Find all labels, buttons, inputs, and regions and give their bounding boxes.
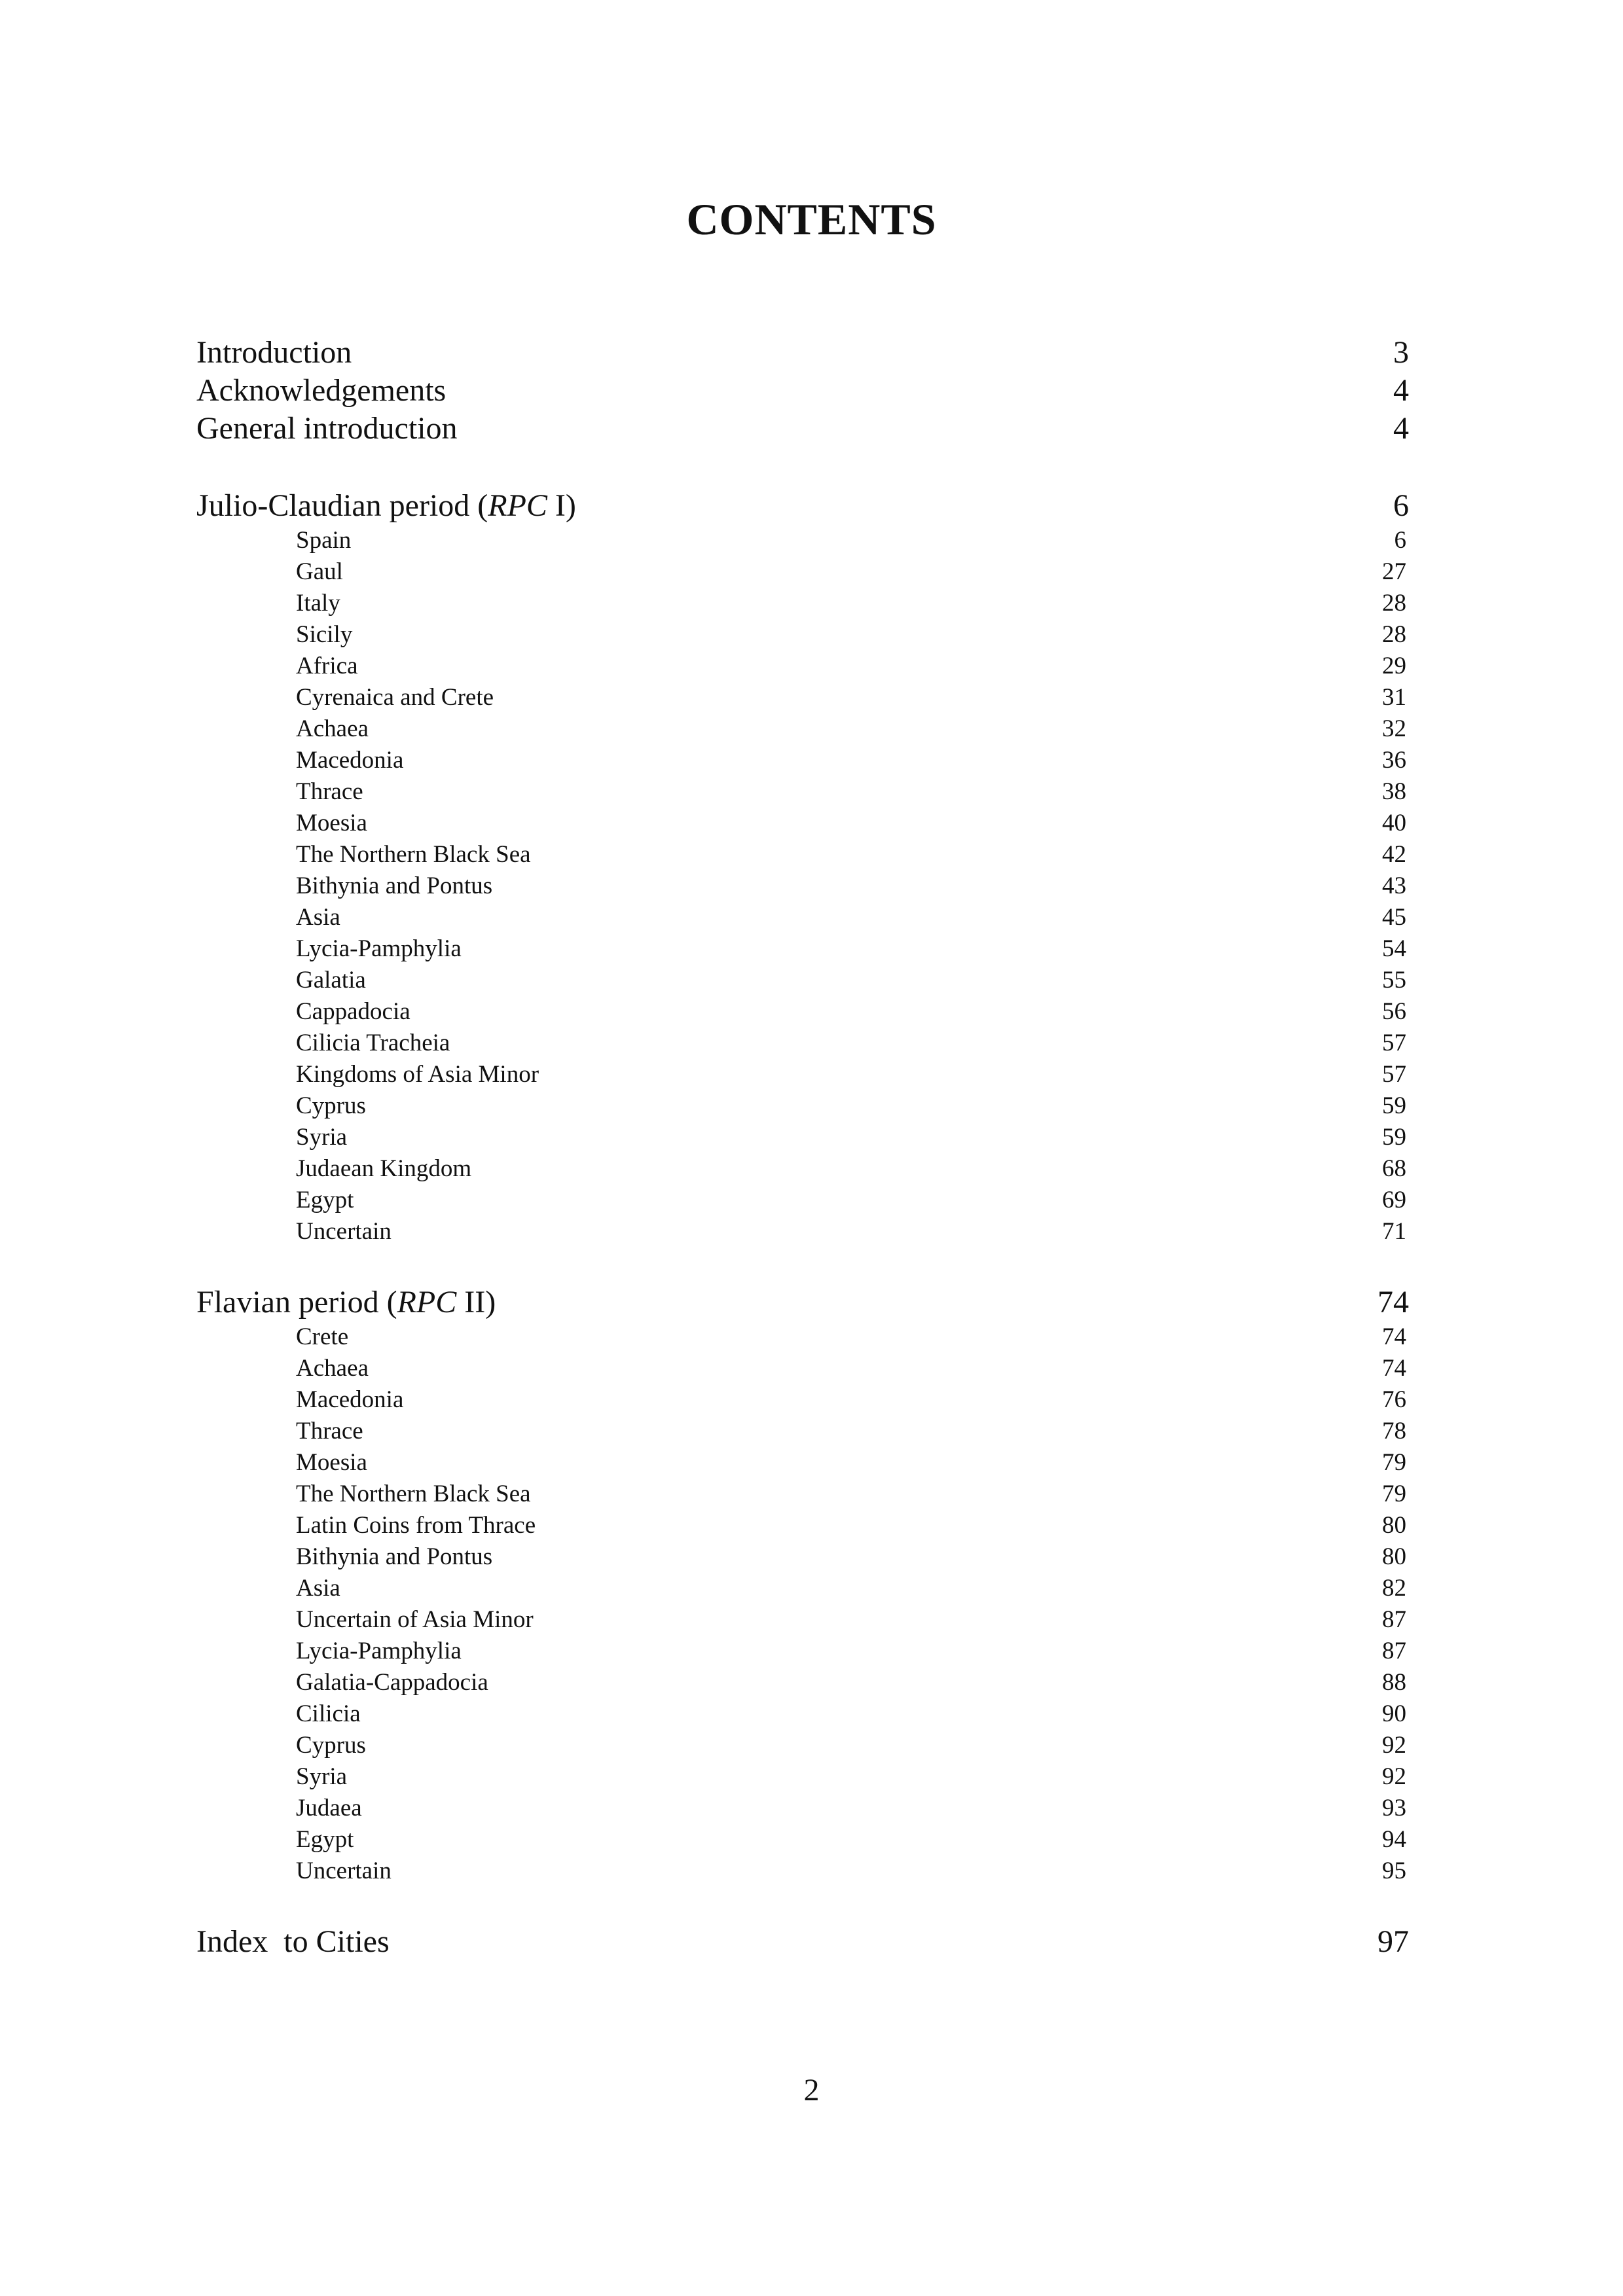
- toc-subentry-label: Achaea: [296, 715, 369, 742]
- toc-subentry: [196, 870, 1409, 902]
- toc-subentry-label: Judaea: [296, 1795, 362, 1821]
- toc-subentry: [196, 1856, 1409, 1887]
- toc-subentry-page: 92: [1382, 1763, 1406, 1790]
- page-title: CONTENTS: [686, 194, 937, 244]
- toc-subentry-page: 87: [1382, 1638, 1406, 1664]
- toc-subentry-page: 88: [1382, 1669, 1406, 1696]
- toc-subentry-page: 56: [1382, 998, 1406, 1025]
- index-entry: [196, 1923, 1409, 1961]
- toc-subentry: [196, 902, 1409, 933]
- toc-subentry-label: Gaul: [296, 558, 343, 585]
- toc-subentry: [196, 525, 1409, 556]
- toc-entry-label: General introduction: [196, 411, 458, 446]
- toc-subentry-page: 36: [1382, 747, 1406, 774]
- toc-subentry: [196, 965, 1409, 996]
- toc-subentry-label: Thrace: [296, 778, 363, 805]
- toc-subentry: [196, 1447, 1409, 1479]
- toc-subentry: [196, 588, 1409, 619]
- toc-subentry: [196, 1824, 1409, 1856]
- index-entry-page: 97: [1377, 1924, 1409, 1959]
- toc-subentry: [196, 682, 1409, 713]
- toc-subentry-page: 38: [1382, 778, 1406, 805]
- toc-subentry-page: 69: [1382, 1187, 1406, 1213]
- toc-subentry-page: 92: [1382, 1732, 1406, 1759]
- toc-subentry-page: 6: [1394, 527, 1406, 554]
- toc-subentry-page: 27: [1382, 558, 1406, 585]
- toc-subentry-label: Cilicia: [296, 1700, 361, 1727]
- toc-subentry-label: Sicily: [296, 621, 353, 648]
- toc-subentry-page: 71: [1382, 1218, 1406, 1245]
- toc-subentry-page: 45: [1382, 904, 1406, 931]
- toc-subentry-label: The Northern Black Sea: [296, 1480, 531, 1507]
- toc-subentry: [196, 556, 1409, 588]
- toc-subentry-page: 28: [1382, 590, 1406, 617]
- toc-entry-label: Acknowledgements: [196, 373, 447, 408]
- toc-subentry: [196, 1793, 1409, 1824]
- toc-subentry: [196, 1730, 1409, 1761]
- toc-subentry-label: Cyprus: [296, 1732, 366, 1759]
- toc-subentry-label: Spain: [296, 527, 352, 554]
- toc-subentry-label: Thrace: [296, 1418, 363, 1444]
- toc-subentry: [196, 1667, 1409, 1698]
- toc-entry-page: 4: [1393, 373, 1409, 408]
- toc-subentry-label: Italy: [296, 590, 340, 617]
- toc-subentry-page: 93: [1382, 1795, 1406, 1821]
- section-heading: [196, 1283, 1409, 1321]
- toc-subentry: [196, 996, 1409, 1028]
- toc-entry: [196, 334, 1409, 372]
- toc-subentry: [196, 1059, 1409, 1090]
- toc-subentry-label: Egypt: [296, 1826, 354, 1853]
- section-julio-claudian: [196, 487, 1409, 1247]
- toc-subentry-page: 79: [1382, 1449, 1406, 1476]
- toc-subentry: [196, 1384, 1409, 1416]
- toc-subentry-page: 74: [1382, 1323, 1406, 1350]
- toc-subentry-page: 87: [1382, 1606, 1406, 1633]
- toc-subentry: [196, 1321, 1409, 1353]
- toc-subentry-page: 94: [1382, 1826, 1406, 1853]
- toc-entry: [196, 410, 1409, 448]
- toc-subentry-page: 59: [1382, 1092, 1406, 1119]
- toc-subentry-page: 40: [1382, 810, 1406, 836]
- toc-subentry-label: Bithynia and Pontus: [296, 872, 493, 899]
- toc-entry-page: 3: [1393, 335, 1409, 370]
- toc-subentry: [196, 651, 1409, 682]
- toc-entry-label: Introduction: [196, 335, 352, 370]
- toc-subentry: [196, 1416, 1409, 1447]
- toc-subentry-label: Lycia-Pamphylia: [296, 1638, 462, 1664]
- toc-subentry-page: 74: [1382, 1355, 1406, 1382]
- toc-entry-page: 4: [1393, 411, 1409, 446]
- toc-subentry-page: 95: [1382, 1857, 1406, 1884]
- section-heading: [196, 487, 1409, 525]
- toc-subentry: [196, 1761, 1409, 1793]
- section-flavian: [196, 1283, 1409, 1887]
- toc-subentry-label: Syria: [296, 1763, 348, 1790]
- toc-subentry-page: 29: [1382, 653, 1406, 679]
- toc-subentry-label: Bithynia and Pontus: [296, 1543, 493, 1570]
- front-matter-list: [196, 334, 1409, 448]
- section-heading-label: Flavian period (RPC II): [196, 1285, 496, 1319]
- section-heading-page: 6: [1393, 488, 1409, 523]
- toc-subentry: [196, 619, 1409, 651]
- toc-subentry-label: Moesia: [296, 810, 367, 836]
- toc-subentry-label: Uncertain: [296, 1857, 392, 1884]
- toc-subentry: [196, 1604, 1409, 1636]
- toc-subentry-label: Cyprus: [296, 1092, 366, 1119]
- toc-subentry-label: Cilicia Tracheia: [296, 1030, 450, 1056]
- toc-subentry-label: Galatia-Cappadocia: [296, 1669, 488, 1696]
- toc-subentry-label: Cyrenaica and Crete: [296, 684, 494, 711]
- toc-subentry: [196, 776, 1409, 808]
- toc-subentry-page: 43: [1382, 872, 1406, 899]
- section-items: [196, 525, 1409, 1247]
- toc-subentry: [196, 808, 1409, 839]
- toc-subentry-page: 80: [1382, 1512, 1406, 1539]
- toc-subentry: [196, 1028, 1409, 1059]
- toc-subentry-page: 57: [1382, 1030, 1406, 1056]
- toc-subentry-page: 42: [1382, 841, 1406, 868]
- toc-subentry-page: 79: [1382, 1480, 1406, 1507]
- toc-subentry-label: Macedonia: [296, 747, 404, 774]
- toc-subentry: [196, 1216, 1409, 1247]
- toc-subentry-page: 57: [1382, 1061, 1406, 1088]
- toc-subentry: [196, 1698, 1409, 1730]
- toc-subentry: [196, 1153, 1409, 1185]
- toc-subentry-label: Syria: [296, 1124, 348, 1151]
- section-heading-page: 74: [1377, 1285, 1409, 1319]
- toc-subentry: [196, 713, 1409, 745]
- toc-subentry-page: 76: [1382, 1386, 1406, 1413]
- toc-subentry-page: 78: [1382, 1418, 1406, 1444]
- toc-subentry-label: Uncertain: [296, 1218, 392, 1245]
- toc-subentry-page: 28: [1382, 621, 1406, 648]
- index-entry-label: Index to Cities: [196, 1924, 390, 1959]
- toc-subentry: [196, 1479, 1409, 1510]
- toc-subentry: [196, 1573, 1409, 1604]
- toc-subentry-label: Macedonia: [296, 1386, 404, 1413]
- toc-subentry-label: Galatia: [296, 967, 366, 994]
- toc-subentry: [196, 1510, 1409, 1541]
- toc-subentry-label: Latin Coins from Thrace: [296, 1512, 536, 1539]
- toc-subentry-label: Africa: [296, 653, 358, 679]
- toc-subentry-label: Asia: [296, 904, 340, 931]
- toc-subentry-label: Asia: [296, 1575, 340, 1602]
- toc-subentry-label: Egypt: [296, 1187, 354, 1213]
- toc-subentry-label: The Northern Black Sea: [296, 841, 531, 868]
- toc-subentry: [196, 1090, 1409, 1122]
- toc-subentry-label: Kingdoms of Asia Minor: [296, 1061, 539, 1088]
- table-of-contents: [196, 334, 1409, 1961]
- toc-subentry-page: 90: [1382, 1700, 1406, 1727]
- toc-subentry-page: 68: [1382, 1155, 1406, 1182]
- toc-subentry-page: 31: [1382, 684, 1406, 711]
- page-number: 2: [803, 2073, 820, 2108]
- toc-subentry: [196, 1122, 1409, 1153]
- toc-subentry-page: 80: [1382, 1543, 1406, 1570]
- toc-subentry: [196, 745, 1409, 776]
- toc-subentry-label: Achaea: [296, 1355, 369, 1382]
- toc-subentry: [196, 1353, 1409, 1384]
- toc-subentry-label: Cappadocia: [296, 998, 410, 1025]
- toc-subentry-label: Uncertain of Asia Minor: [296, 1606, 534, 1633]
- toc-subentry-page: 82: [1382, 1575, 1406, 1602]
- toc-subentry: [196, 1636, 1409, 1667]
- toc-subentry-page: 32: [1382, 715, 1406, 742]
- section-items: [196, 1321, 1409, 1887]
- toc-subentry: [196, 933, 1409, 965]
- toc-subentry-label: Crete: [296, 1323, 349, 1350]
- toc-subentry: [196, 839, 1409, 870]
- toc-subentry-page: 55: [1382, 967, 1406, 994]
- toc-subentry-label: Lycia-Pamphylia: [296, 935, 462, 962]
- toc-subentry: [196, 1185, 1409, 1216]
- toc-subentry-page: 54: [1382, 935, 1406, 962]
- toc-subentry-label: Judaean Kingdom: [296, 1155, 472, 1182]
- toc-subentry-label: Moesia: [296, 1449, 367, 1476]
- toc-entry: [196, 372, 1409, 410]
- toc-subentry-page: 59: [1382, 1124, 1406, 1151]
- section-heading-label: Julio-Claudian period (RPC I): [196, 488, 576, 523]
- toc-subentry: [196, 1541, 1409, 1573]
